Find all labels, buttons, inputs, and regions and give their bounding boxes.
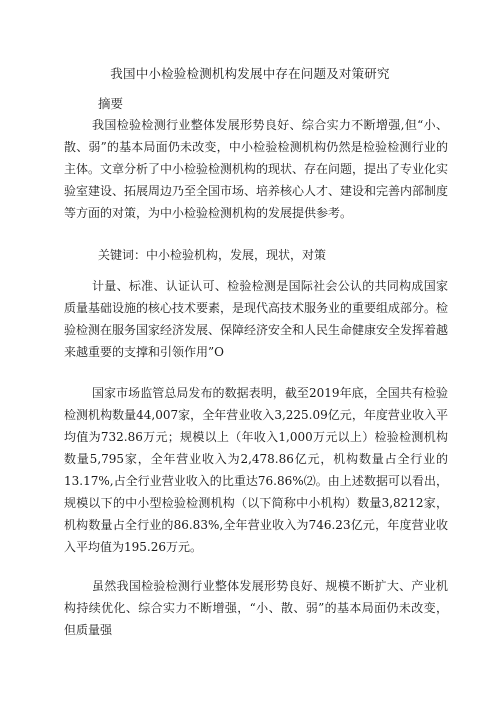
situation-paragraph: 虽然我国检验检测行业整体发展形势良好、规模不断扩大、产业机构持续优化、综合实力不断增强，“小、散、弱”的基本局面仍未改变，但质量强 — [64, 579, 448, 637]
document-title: 我国中小检验检测机构发展中存在问题及对策研究 — [110, 66, 390, 81]
intro-paragraph: 计量、标准、认证认可、检验检测是国际社会公认的共同构成国家质量基础设施的核心技术要素，是现代高技术服务业的重要组成部分。检验检测在服务国家经济发展、保障经济安全和人民生命健康安全发挥着越来越重要的支撑和引领作用”O — [64, 279, 449, 359]
keywords-line: 关键词：中小检验机构，发展，现状，对策 — [98, 248, 327, 262]
statistics-paragraph: 国家市场监管总局发布的数据表明，截至2019年底，全国共有检验检测机构数量44,007家，全年营业收入3,225.09亿元，年度营业收入平均值为732.86万元；规模以上（年收入1,000万元以上）检验检测机构数量5,795家，全年营业收入为2,478.86亿元，机构数量占全行业的13.17%,占全行业营业收入的比重达76.86%⑵。由上述数据可以看出，规模以下的中小型检验检测机构（以下简称中小机构）数量3,8212家，机构数量占全行业的86.83%,全年营业收入为746.23亿元，年度营业收入平均值为195.26万元。 — [64, 386, 448, 554]
abstract-heading: 摘要 — [98, 96, 124, 111]
abstract-body: 我国检验检测行业整体发展形势良好、综合实力不断增强,但“小、散、弱”的基本局面仍未改变，中小检验检测机构仍然是检验检测行业的主体。文章分析了中小检验检测机构的现状、存在问题，提出了专业化实验室建设、拓展周边乃至全国市场、培养核心人才、建设和完善内部制度等方面的对策，为中小检验检测机构的发展提供参考。 — [64, 118, 449, 220]
